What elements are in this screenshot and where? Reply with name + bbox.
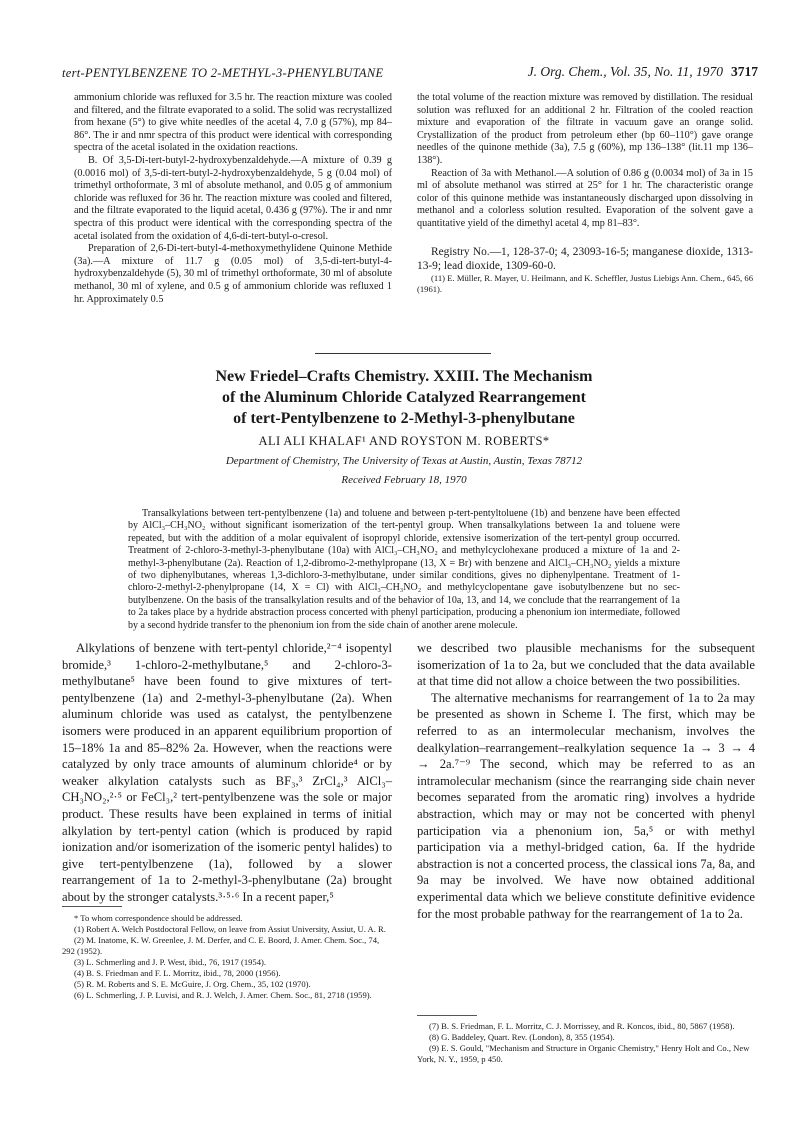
footnote: (5) R. M. Roberts and S. E. McGuire, J. Org. Chem., 35, 102 (1970).	[74, 979, 311, 989]
journal-name: J. Org. Chem., Vol. 35, No. 11, 1970	[527, 64, 723, 79]
registry-numbers: Registry No.—1, 128-37-0; 4, 23093-16-5; manganese dioxide, 1313-13-9; lead dioxide, 1309-60-0.	[417, 245, 753, 272]
affiliation: Department of Chemistry, The University of Texas at Austin, Austin, Texas 78712	[225, 455, 583, 467]
paragraph: B. Of 3,5-Di-tert-butyl-2-hydroxybenzaldehyde.—A mixture of 0.39 g (0.0016 mol) of 3,5-di-tert-butyl-2-hydroxybenzaldehyde, 5 g (0.04 mol) of trimethyl orthoformate, 3 ml of absolute methanol, and 0.05 g of ammonium chloride was refluxed for 36 hr. The reaction mixture was cooled and filtered, and the filtrate evaporated to the liquid acetal, 0.436 g (97%). The ir and nmr spectra of this product were identical with the corresponding spectra of the acetal isolated from the oxidation of 4,6-di-tert-butyl-o-cresol.	[74, 154, 392, 242]
title-line: New Friedel–Crafts Chemistry. XXIII. The Mechanism	[215, 368, 593, 385]
footnote: (8) G. Baddeley, Quart. Rev. (London), 8, 355 (1954).	[429, 1032, 615, 1042]
footnotes-left	[62, 913, 392, 1001]
footnote-divider	[417, 1015, 477, 1016]
footnote: (1) Robert A. Welch Postdoctoral Fellow, on leave from Assiut University, Assiut, U. A. R.	[74, 924, 386, 934]
footnotes-right	[417, 1021, 755, 1065]
footnote: (4) B. S. Friedman and F. L. Morritz, ibid., 78, 2000 (1956).	[74, 968, 281, 978]
abstract: Transalkylations between tert-pentylbenzene (1a) and toluene and between p-tert-pentyltoluene (1b) and benzene have been effected by AlCl₃–CH₃NO₂ without significant isomerization of the tert-pentyl group. When transalkylations between 1a and toluene were repeated, but with the addition of a molar equivalent of isopropyl chloride, extensive isomerization of the tert-pentyl group occurred. Treatment of 2-chloro-3-methyl-3-phenylbutane (10a) with AlCl₃–CH₃NO₂ and methylcyclohexane produced a mixture of 1a and 2-methyl-3-phenylbutane (2a). Reaction of 1,2-dibromo-2-methylpropane (13, X = Br) with benzene and AlCl₃–CH₃NO₂ yields a mixture of two diphenylbutanes, whereas 1,3-dichloro-3-methylbutane, under similar conditions, gives no diphenylpentane. Treatment of 1-chloro-2-methyl-2-phenylpropane (14, X = Cl) with AlCl₃–CH₃NO₂ and methylcyclopentane gave isobutylbenzene but no sec-butylbenzene. On the basis of the transalkylation results and of the behavior of 10a, 13, and 14, we conclude that the rearrangement of 1a to 2a takes place by a hydride abstraction process concerted with phenyl participation, producing a phenonium ion intermediate, followed by a second hydride transfer to the phenonium ion from the side chain of another arene molecule.	[128, 508, 680, 631]
footnote: (6) L. Schmerling, J. P. Luvisi, and R. J. Welch, J. Amer. Chem. Soc., 81, 2718 (1959).	[74, 990, 372, 1000]
paragraph: Preparation of 2,6-Di-tert-butyl-4-methoxymethylidene Quinone Methide (3a).—A mixture of 11.7 g (0.05 mol) of 3,5-di-tert-butyl-4-hydroxybenzaldehyde (5), 30 ml of trimethyl orthoformate, 30 ml of absolute methanol, 30 ml of xylene, and 0.5 g of ammonium chloride was refluxed 1 hr. Approximately 0.5	[74, 243, 392, 305]
received-date: Received February 18, 1970	[341, 474, 467, 486]
footnote: * To whom correspondence should be addressed.	[74, 913, 243, 923]
footnote-divider	[62, 906, 122, 907]
journal-citation	[528, 64, 758, 80]
page-number: 3717	[731, 64, 758, 79]
running-title: tert-PENTYLBENZENE TO 2-METHYL-3-PHENYLBUTANE	[62, 66, 384, 80]
footnote: (2) M. Inatome, K. W. Greenlee, J. M. Derfer, and C. E. Boord, J. Amer. Chem. Soc., 74, 292 (1952).	[62, 935, 380, 956]
paragraph: ammonium chloride was refluxed for 3.5 hr. The reaction mixture was cooled and filtered, and the filtrate evaporated to a solid. The solid was recrystallized from hexane (5°) to give white needles of the acetal 4, 7.0 g (57%), mp 84–86°. The ir and nmr spectra of this product were identical with corresponding spectra of the acetal isolated in the oxidation reactions.	[74, 92, 392, 154]
body-right-column	[417, 640, 755, 922]
footnote: (7) B. S. Friedman, F. L. Morritz, C. J. Morrissey, and R. Koncos, ibid., 80, 5867 (1958).	[429, 1021, 735, 1031]
footnote: (3) L. Schmerling and J. P. West, ibid., 76, 1917 (1954).	[74, 957, 267, 967]
authors: ALI ALI KHALAF¹ AND ROYSTON M. ROBERTS*	[258, 434, 550, 448]
footnote: (9) E. S. Gould, "Mechanism and Structure in Organic Chemistry," Henry Holt and Co., New York, N. Y., 1959, p 450.	[417, 1043, 750, 1064]
paragraph: The alternative mechanisms for rearrangement of 1a to 2a may be presented as shown in Scheme I. The first, which may be referred to as an intermolecular mechanism, involves the dealkylation–rearrangement–realkylation sequence 1a → 3 → 4 → 2a.⁷⁻⁹ The second, which may be referred to as an intramolecular mechanism (since the rearranging side chain never becomes separated from the aromatic ring) involves a hydride abstraction, which may or may not be concerted with phenyl participation via a phenonium ion, 5a,⁵ or with methyl participation via a methyl-bridged cation, 6a. If the hydride abstraction is not a concerted process, the classical ions 7a, 8a, and 9a may be involved. We have now obtained additional experimental data which we believe constitute definitive evidence for the most probable pathway for the rearrangement of 1a to 2a.	[417, 690, 755, 921]
title-line: of the Aluminum Chloride Catalyzed Rearrangement	[222, 389, 586, 406]
body-left-column: Alkylations of benzene with tert-pentyl chloride,²⁻⁴ isopentyl bromide,³ 1-chloro-2-methylbutane,⁵ and 2-chloro-3-methylbutane⁵ have been found to give mixtures of tert-pentylbenzene (1a) and 2-methyl-3-phenylbutane (2a). When aluminum chloride was used as catalyst, the pentylbenzene isomers were produced in an apparent equilibrium proportion of 15–18% 1a and 85–82% 2a. However, when the reactions were catalyzed by only trace amounts of aluminum chloride⁴ or by weaker alkylation catalysts such as BF₃,³ ZrCl₄,³ AlCl₃–CH₃NO₂,²·⁵ or FeCl₃,² tert-pentylbenzene was the sole or major product. These results have been explained in terms of initial alkylation by tert-pentyl cation (which is produced by rapid ionization and/or isomerization of the isomeric pentyl halides) to give tert-pentylbenzene (1a), followed by a slower rearrangement of 1a to 2-methyl-3-phenylbutane (2a) brought about by the stronger catalysts.³·⁵·⁶ In a recent paper,⁵	[62, 641, 392, 904]
article-title	[80, 366, 728, 429]
paragraph: Reaction of 3a with Methanol.—A solution of 0.86 g (0.0034 mol) of 3a in 15 ml of absolute methanol was stirred at 25° for 1 hr. The characteristic orange color of this quinone methide was instantaneously discharged upon dissolving in methanol and a colorless solution resulted. Evaporation of the solvent gave a quantitative yield of the dimethyl acetal 4, mp 81–83°.	[417, 167, 753, 229]
title-line: of tert-Pentylbenzene to 2-Methyl-3-phenylbutane	[233, 410, 575, 427]
prev-article-right-column	[417, 92, 753, 295]
article-separator	[315, 353, 491, 354]
footnote-11: (11) E. Müller, R. Mayer, U. Heilmann, and K. Scheffler, Justus Liebigs Ann. Chem., 645, 66 (1961).	[417, 272, 753, 294]
prev-article-left-column	[74, 92, 392, 306]
paragraph: the total volume of the reaction mixture was removed by distillation. The residual solution was refluxed for an additional 2 hr. Filtration of the cooled reaction mixture and evaporation of the filtrate in vacuum gave an orange solid. Crystallization of the product from petroleum ether (bp 60–110°) gave orange needles of the quinone methide (3a), 7.5 g (60%), mp 136–138° (lit.11 mp 136–138°).	[417, 92, 753, 166]
paragraph: we described two plausible mechanisms for the subsequent isomerization of 1a to 2a, but we concluded that the data available at that time did not allow a choice between the two possibilities.	[417, 641, 755, 689]
